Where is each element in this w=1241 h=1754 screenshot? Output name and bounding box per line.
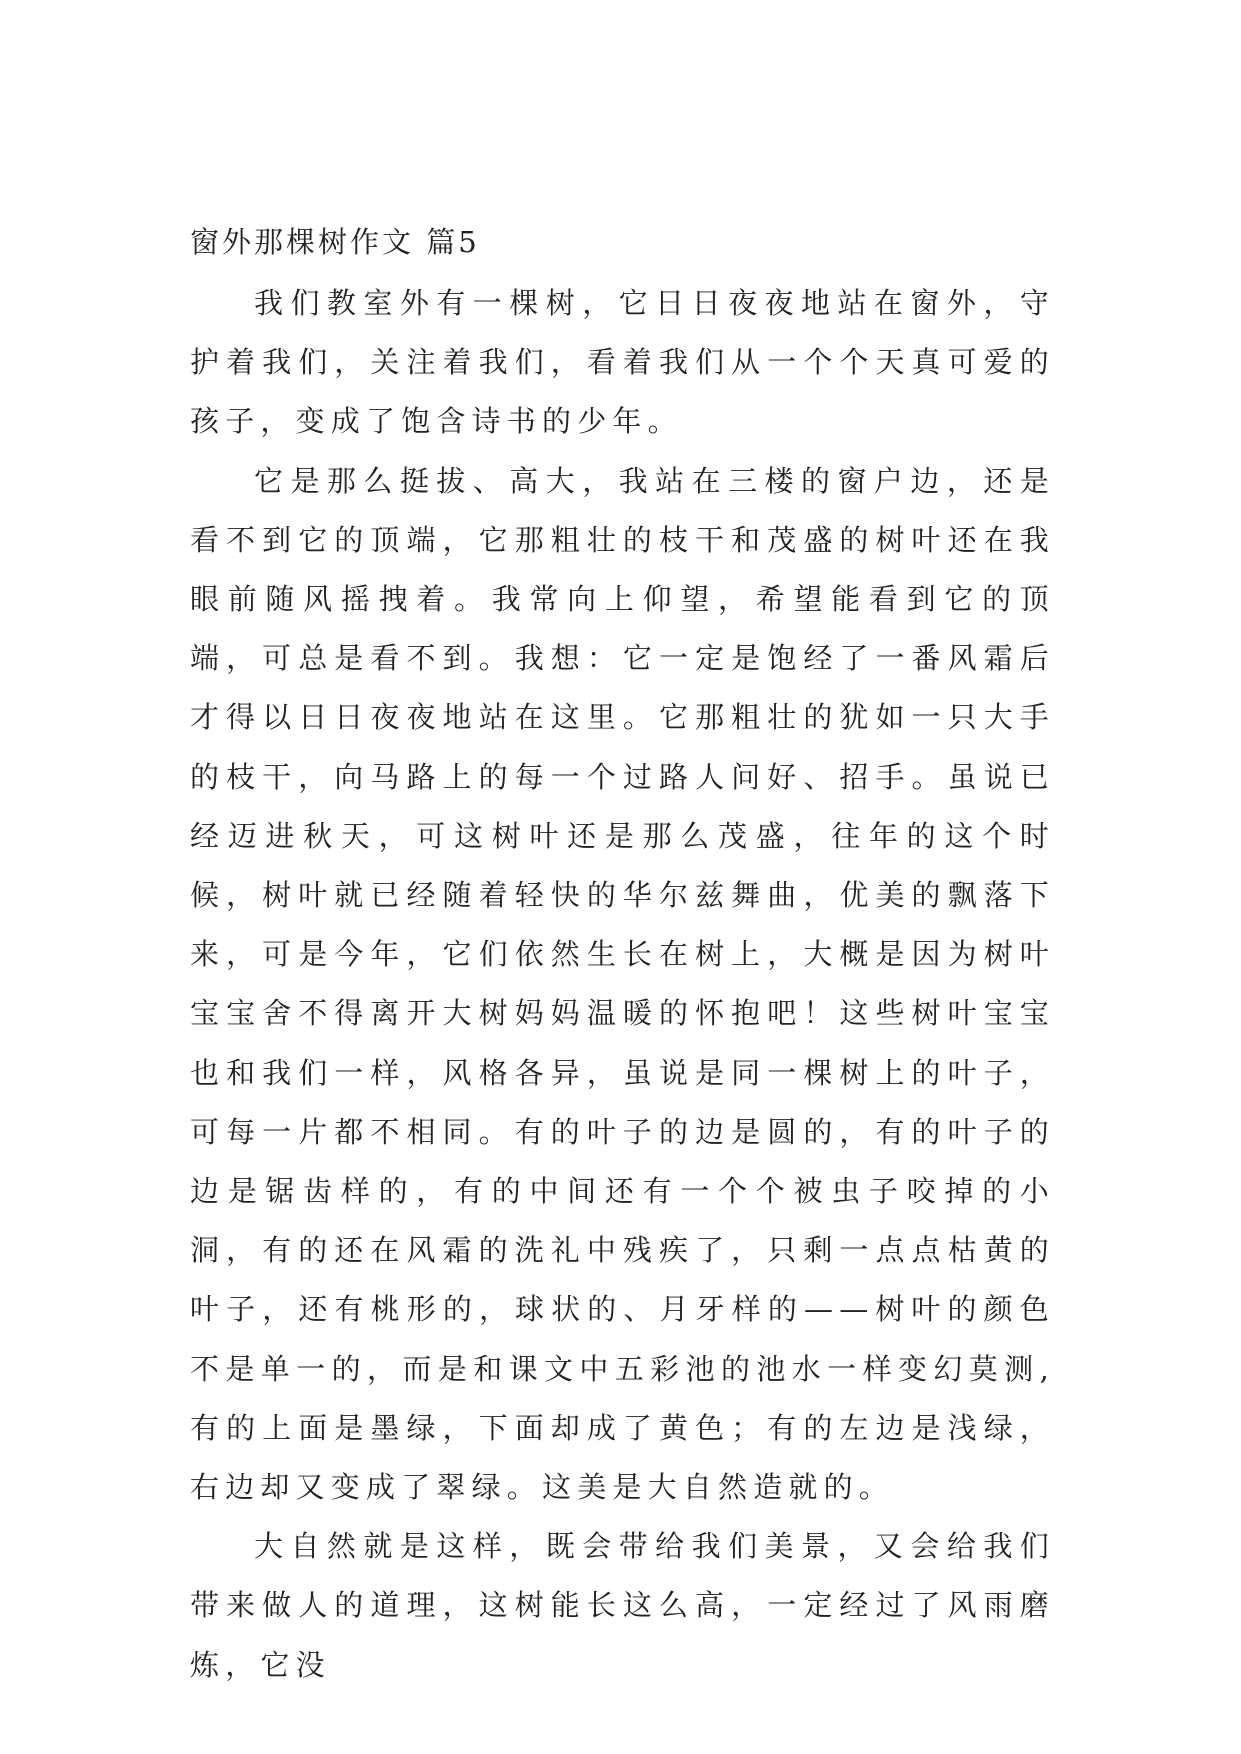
paragraph-2: 它是那么挺拔、高大，我站在三楼的窗户边，还是看不到它的顶端，它那粗壮的枝干和茂盛的树叶还在我眼前随风摇拽着。我常向上仰望，希望能看到它的顶端，可总是看不到。我想：它一定是饱经了一番风霜后才得以日日夜夜地站在这里。它那粗壮的犹如一只大手的枝干，向马路上的每一个过路人问好、招手。虽说已经迈进秋天，可这树叶还是那么茂盛，往年的这个时候，树叶就已经随着轻快的华尔兹舞曲，优美的飘落下来，可是今年，它们依然生长在树上，大概是因为树叶宝宝舍不得离开大树妈妈温暖的怀抱吧！这些树叶宝宝也和我们一样，风格各异，虽说是同一棵树上的叶子，可每一片都不相同。有的叶子的边是圆的，有的叶子的边是锯齿样的，有的中间还有一个个被虫子咬掉的小洞，有的还在风霜的洗礼中残疾了，只剩一点点枯黄的叶子，还有桃形的，球状的、月牙样的——树叶的颜色不是单一的，而是和课文中五彩池的池水一样变幻莫测,有的上面是墨绿，下面却成了黄色；有的左边是浅绿，右边却又变成了翠绿。这美是大自然造就的。 xyxy=(190,463,1055,1505)
paragraph-1: 我们教室外有一棵树，它日日夜夜地站在窗外，守护着我们，关注着我们，看着我们从一个个天真可爱的孩子，变成了饱含诗书的少年。 xyxy=(190,286,1055,439)
document-page xyxy=(190,222,1055,1695)
paragraph-3: 大自然就是这样，既会带给我们美景，又会给我们带来做人的道理，这树能长这么高，一定经过了风雨磨炼，它没 xyxy=(190,1529,1055,1682)
document-title: 窗外那棵树作文 篇5 xyxy=(190,225,480,259)
